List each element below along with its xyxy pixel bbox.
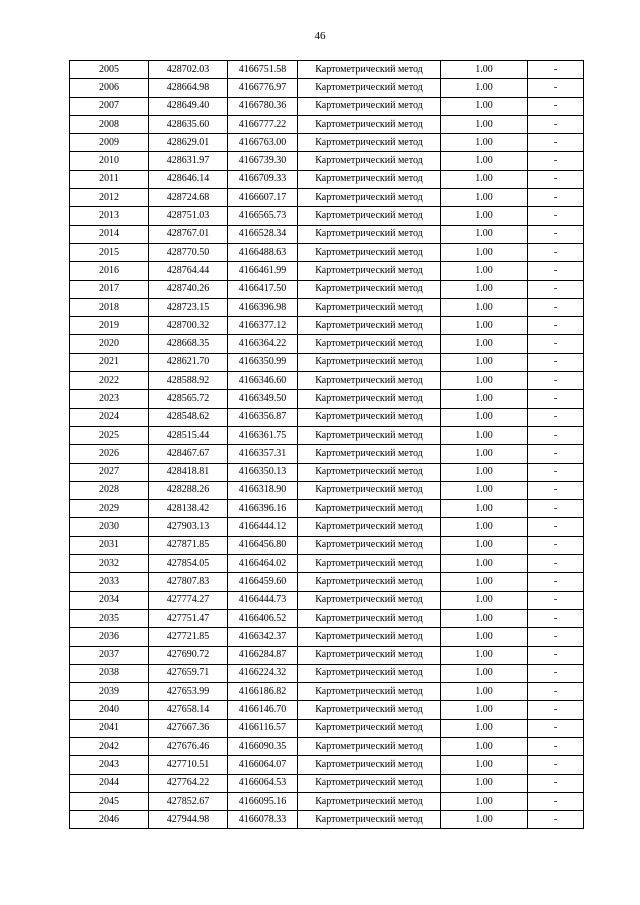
point-number-cell: 2034 (70, 591, 149, 609)
accuracy-cell: 1.00 (441, 555, 528, 573)
description-cell: - (528, 61, 584, 79)
description-cell: - (528, 280, 584, 298)
table-row (70, 79, 584, 97)
table-row (70, 170, 584, 188)
method-cell: Картометрический метод (298, 518, 441, 536)
coordinates-table (69, 60, 584, 829)
x-coordinate-cell: 428770.50 (149, 243, 228, 261)
point-number-cell: 2012 (70, 189, 149, 207)
point-number-cell: 2029 (70, 500, 149, 518)
y-coordinate-cell: 4166444.12 (228, 518, 298, 536)
description-cell: - (528, 225, 584, 243)
table-row (70, 445, 584, 463)
point-number-cell: 2006 (70, 79, 149, 97)
method-cell: Картометрический метод (298, 115, 441, 133)
x-coordinate-cell: 427721.85 (149, 628, 228, 646)
point-number-cell: 2020 (70, 335, 149, 353)
point-number-cell: 2040 (70, 701, 149, 719)
method-cell: Картометрический метод (298, 555, 441, 573)
point-number-cell: 2026 (70, 445, 149, 463)
method-cell: Картометрический метод (298, 426, 441, 444)
accuracy-cell: 1.00 (441, 408, 528, 426)
method-cell: Картометрический метод (298, 97, 441, 115)
accuracy-cell: 1.00 (441, 207, 528, 225)
method-cell: Картометрический метод (298, 536, 441, 554)
y-coordinate-cell: 4166528.34 (228, 225, 298, 243)
table-row (70, 774, 584, 792)
x-coordinate-cell: 427690.72 (149, 646, 228, 664)
y-coordinate-cell: 4166607.17 (228, 189, 298, 207)
accuracy-cell: 1.00 (441, 115, 528, 133)
description-cell: - (528, 335, 584, 353)
x-coordinate-cell: 427807.83 (149, 573, 228, 591)
table-row (70, 280, 584, 298)
description-cell: - (528, 591, 584, 609)
point-number-cell: 2027 (70, 463, 149, 481)
description-cell: - (528, 518, 584, 536)
accuracy-cell: 1.00 (441, 298, 528, 316)
point-number-cell: 2005 (70, 61, 149, 79)
method-cell: Картометрический метод (298, 609, 441, 627)
x-coordinate-cell: 428740.26 (149, 280, 228, 298)
table-row (70, 518, 584, 536)
table-row (70, 115, 584, 133)
table-row (70, 555, 584, 573)
method-cell: Картометрический метод (298, 591, 441, 609)
method-cell: Картометрический метод (298, 353, 441, 371)
description-cell: - (528, 317, 584, 335)
y-coordinate-cell: 4166342.37 (228, 628, 298, 646)
table-row (70, 536, 584, 554)
description-cell: - (528, 463, 584, 481)
accuracy-cell: 1.00 (441, 481, 528, 499)
accuracy-cell: 1.00 (441, 426, 528, 444)
accuracy-cell: 1.00 (441, 811, 528, 829)
table-row (70, 298, 584, 316)
method-cell: Картометрический метод (298, 170, 441, 188)
table-row (70, 61, 584, 79)
description-cell: - (528, 536, 584, 554)
x-coordinate-cell: 428548.62 (149, 408, 228, 426)
point-number-cell: 2017 (70, 280, 149, 298)
description-cell: - (528, 152, 584, 170)
y-coordinate-cell: 4166318.90 (228, 481, 298, 499)
point-number-cell: 2015 (70, 243, 149, 261)
accuracy-cell: 1.00 (441, 317, 528, 335)
y-coordinate-cell: 4166396.16 (228, 500, 298, 518)
page-number: 46 (314, 30, 326, 42)
x-coordinate-cell: 428635.60 (149, 115, 228, 133)
y-coordinate-cell: 4166357.31 (228, 445, 298, 463)
x-coordinate-cell: 428646.14 (149, 170, 228, 188)
x-coordinate-cell: 427653.99 (149, 683, 228, 701)
method-cell: Картометрический метод (298, 664, 441, 682)
x-coordinate-cell: 428588.92 (149, 372, 228, 390)
y-coordinate-cell: 4166459.60 (228, 573, 298, 591)
table-row (70, 683, 584, 701)
point-number-cell: 2028 (70, 481, 149, 499)
x-coordinate-cell: 427903.13 (149, 518, 228, 536)
description-cell: - (528, 79, 584, 97)
y-coordinate-cell: 4166709.33 (228, 170, 298, 188)
accuracy-cell: 1.00 (441, 646, 528, 664)
accuracy-cell: 1.00 (441, 609, 528, 627)
point-number-cell: 2045 (70, 792, 149, 810)
accuracy-cell: 1.00 (441, 628, 528, 646)
table-row (70, 591, 584, 609)
accuracy-cell: 1.00 (441, 737, 528, 755)
accuracy-cell: 1.00 (441, 591, 528, 609)
point-number-cell: 2009 (70, 134, 149, 152)
table-row (70, 335, 584, 353)
method-cell: Картометрический метод (298, 317, 441, 335)
accuracy-cell: 1.00 (441, 335, 528, 353)
method-cell: Картометрический метод (298, 445, 441, 463)
x-coordinate-cell: 428723.15 (149, 298, 228, 316)
method-cell: Картометрический метод (298, 152, 441, 170)
x-coordinate-cell: 428664.98 (149, 79, 228, 97)
x-coordinate-cell: 428631.97 (149, 152, 228, 170)
description-cell: - (528, 573, 584, 591)
description-cell: - (528, 683, 584, 701)
method-cell: Картометрический метод (298, 737, 441, 755)
accuracy-cell: 1.00 (441, 664, 528, 682)
description-cell: - (528, 97, 584, 115)
x-coordinate-cell: 428621.70 (149, 353, 228, 371)
table-row (70, 573, 584, 591)
table-row (70, 609, 584, 627)
accuracy-cell: 1.00 (441, 262, 528, 280)
y-coordinate-cell: 4166406.52 (228, 609, 298, 627)
method-cell: Картометрический метод (298, 628, 441, 646)
description-cell: - (528, 426, 584, 444)
accuracy-cell: 1.00 (441, 500, 528, 518)
point-number-cell: 2011 (70, 170, 149, 188)
accuracy-cell: 1.00 (441, 353, 528, 371)
accuracy-cell: 1.00 (441, 445, 528, 463)
y-coordinate-cell: 4166116.57 (228, 719, 298, 737)
y-coordinate-cell: 4166361.75 (228, 426, 298, 444)
x-coordinate-cell: 428751.03 (149, 207, 228, 225)
x-coordinate-cell: 427854.05 (149, 555, 228, 573)
table-row (70, 225, 584, 243)
x-coordinate-cell: 428724.68 (149, 189, 228, 207)
y-coordinate-cell: 4166284.87 (228, 646, 298, 664)
point-number-cell: 2021 (70, 353, 149, 371)
x-coordinate-cell: 427764.22 (149, 774, 228, 792)
y-coordinate-cell: 4166350.99 (228, 353, 298, 371)
y-coordinate-cell: 4166377.12 (228, 317, 298, 335)
point-number-cell: 2043 (70, 756, 149, 774)
x-coordinate-cell: 427676.46 (149, 737, 228, 755)
description-cell: - (528, 408, 584, 426)
description-cell: - (528, 756, 584, 774)
point-number-cell: 2025 (70, 426, 149, 444)
y-coordinate-cell: 4166777.22 (228, 115, 298, 133)
table-row (70, 243, 584, 261)
table-row (70, 353, 584, 371)
method-cell: Картометрический метод (298, 61, 441, 79)
accuracy-cell: 1.00 (441, 536, 528, 554)
description-cell: - (528, 500, 584, 518)
method-cell: Картометрический метод (298, 408, 441, 426)
y-coordinate-cell: 4166417.50 (228, 280, 298, 298)
accuracy-cell: 1.00 (441, 79, 528, 97)
point-number-cell: 2018 (70, 298, 149, 316)
y-coordinate-cell: 4166146.70 (228, 701, 298, 719)
x-coordinate-cell: 428467.67 (149, 445, 228, 463)
accuracy-cell: 1.00 (441, 134, 528, 152)
method-cell: Картометрический метод (298, 463, 441, 481)
point-number-cell: 2036 (70, 628, 149, 646)
method-cell: Картометрический метод (298, 719, 441, 737)
y-coordinate-cell: 4166064.53 (228, 774, 298, 792)
accuracy-cell: 1.00 (441, 683, 528, 701)
table-row (70, 97, 584, 115)
method-cell: Картометрический метод (298, 573, 441, 591)
y-coordinate-cell: 4166064.07 (228, 756, 298, 774)
table-row (70, 207, 584, 225)
x-coordinate-cell: 428767.01 (149, 225, 228, 243)
table-row (70, 646, 584, 664)
description-cell: - (528, 701, 584, 719)
accuracy-cell: 1.00 (441, 756, 528, 774)
description-cell: - (528, 353, 584, 371)
x-coordinate-cell: 428565.72 (149, 390, 228, 408)
method-cell: Картометрический метод (298, 792, 441, 810)
x-coordinate-cell: 427871.85 (149, 536, 228, 554)
y-coordinate-cell: 4166739.30 (228, 152, 298, 170)
accuracy-cell: 1.00 (441, 225, 528, 243)
table-row (70, 317, 584, 335)
description-cell: - (528, 134, 584, 152)
x-coordinate-cell: 427710.51 (149, 756, 228, 774)
description-cell: - (528, 243, 584, 261)
method-cell: Картометрический метод (298, 811, 441, 829)
x-coordinate-cell: 428702.03 (149, 61, 228, 79)
table-row (70, 756, 584, 774)
table-row (70, 262, 584, 280)
x-coordinate-cell: 428418.81 (149, 463, 228, 481)
method-cell: Картометрический метод (298, 225, 441, 243)
table-row (70, 481, 584, 499)
coordinates-table-body (70, 61, 584, 829)
y-coordinate-cell: 4166456.80 (228, 536, 298, 554)
point-number-cell: 2013 (70, 207, 149, 225)
point-number-cell: 2007 (70, 97, 149, 115)
accuracy-cell: 1.00 (441, 463, 528, 481)
method-cell: Картометрический метод (298, 774, 441, 792)
y-coordinate-cell: 4166776.97 (228, 79, 298, 97)
y-coordinate-cell: 4166349.50 (228, 390, 298, 408)
table-row (70, 664, 584, 682)
point-number-cell: 2046 (70, 811, 149, 829)
x-coordinate-cell: 427751.47 (149, 609, 228, 627)
accuracy-cell: 1.00 (441, 573, 528, 591)
table-row (70, 811, 584, 829)
point-number-cell: 2024 (70, 408, 149, 426)
y-coordinate-cell: 4166464.02 (228, 555, 298, 573)
description-cell: - (528, 298, 584, 316)
description-cell: - (528, 207, 584, 225)
y-coordinate-cell: 4166396.98 (228, 298, 298, 316)
table-row (70, 628, 584, 646)
description-cell: - (528, 664, 584, 682)
method-cell: Картометрический метод (298, 280, 441, 298)
method-cell: Картометрический метод (298, 207, 441, 225)
table-row (70, 701, 584, 719)
accuracy-cell: 1.00 (441, 792, 528, 810)
accuracy-cell: 1.00 (441, 719, 528, 737)
y-coordinate-cell: 4166488.63 (228, 243, 298, 261)
accuracy-cell: 1.00 (441, 152, 528, 170)
description-cell: - (528, 792, 584, 810)
point-number-cell: 2014 (70, 225, 149, 243)
point-number-cell: 2032 (70, 555, 149, 573)
table-row (70, 408, 584, 426)
method-cell: Картометрический метод (298, 134, 441, 152)
method-cell: Картометрический метод (298, 262, 441, 280)
table-row (70, 737, 584, 755)
table-row (70, 792, 584, 810)
point-number-cell: 2038 (70, 664, 149, 682)
y-coordinate-cell: 4166346.60 (228, 372, 298, 390)
x-coordinate-cell: 428515.44 (149, 426, 228, 444)
y-coordinate-cell: 4166565.73 (228, 207, 298, 225)
description-cell: - (528, 628, 584, 646)
accuracy-cell: 1.00 (441, 243, 528, 261)
y-coordinate-cell: 4166751.58 (228, 61, 298, 79)
x-coordinate-cell: 427659.71 (149, 664, 228, 682)
table-row (70, 189, 584, 207)
point-number-cell: 2016 (70, 262, 149, 280)
y-coordinate-cell: 4166780.36 (228, 97, 298, 115)
point-number-cell: 2044 (70, 774, 149, 792)
table-row (70, 463, 584, 481)
table-row (70, 719, 584, 737)
point-number-cell: 2033 (70, 573, 149, 591)
description-cell: - (528, 555, 584, 573)
accuracy-cell: 1.00 (441, 774, 528, 792)
y-coordinate-cell: 4166186.82 (228, 683, 298, 701)
accuracy-cell: 1.00 (441, 372, 528, 390)
method-cell: Картометрический метод (298, 372, 441, 390)
point-number-cell: 2041 (70, 719, 149, 737)
accuracy-cell: 1.00 (441, 189, 528, 207)
y-coordinate-cell: 4166078.33 (228, 811, 298, 829)
method-cell: Картометрический метод (298, 298, 441, 316)
y-coordinate-cell: 4166095.16 (228, 792, 298, 810)
table-row (70, 426, 584, 444)
description-cell: - (528, 719, 584, 737)
point-number-cell: 2042 (70, 737, 149, 755)
y-coordinate-cell: 4166763.00 (228, 134, 298, 152)
point-number-cell: 2023 (70, 390, 149, 408)
description-cell: - (528, 390, 584, 408)
method-cell: Картометрический метод (298, 243, 441, 261)
y-coordinate-cell: 4166461.99 (228, 262, 298, 280)
x-coordinate-cell: 427852.67 (149, 792, 228, 810)
table-row (70, 134, 584, 152)
x-coordinate-cell: 428700.32 (149, 317, 228, 335)
x-coordinate-cell: 427774.27 (149, 591, 228, 609)
x-coordinate-cell: 428668.35 (149, 335, 228, 353)
accuracy-cell: 1.00 (441, 170, 528, 188)
point-number-cell: 2037 (70, 646, 149, 664)
table-row (70, 500, 584, 518)
accuracy-cell: 1.00 (441, 518, 528, 536)
method-cell: Картометрический метод (298, 189, 441, 207)
y-coordinate-cell: 4166364.22 (228, 335, 298, 353)
description-cell: - (528, 774, 584, 792)
point-number-cell: 2019 (70, 317, 149, 335)
x-coordinate-cell: 427667.36 (149, 719, 228, 737)
point-number-cell: 2010 (70, 152, 149, 170)
x-coordinate-cell: 428649.40 (149, 97, 228, 115)
x-coordinate-cell: 428288.26 (149, 481, 228, 499)
method-cell: Картометрический метод (298, 481, 441, 499)
point-number-cell: 2030 (70, 518, 149, 536)
accuracy-cell: 1.00 (441, 390, 528, 408)
y-coordinate-cell: 4166444.73 (228, 591, 298, 609)
point-number-cell: 2022 (70, 372, 149, 390)
method-cell: Картометрический метод (298, 79, 441, 97)
description-cell: - (528, 170, 584, 188)
x-coordinate-cell: 428138.42 (149, 500, 228, 518)
method-cell: Картометрический метод (298, 390, 441, 408)
accuracy-cell: 1.00 (441, 701, 528, 719)
point-number-cell: 2008 (70, 115, 149, 133)
description-cell: - (528, 262, 584, 280)
description-cell: - (528, 115, 584, 133)
accuracy-cell: 1.00 (441, 280, 528, 298)
y-coordinate-cell: 4166356.87 (228, 408, 298, 426)
table-row (70, 390, 584, 408)
x-coordinate-cell: 428629.01 (149, 134, 228, 152)
accuracy-cell: 1.00 (441, 61, 528, 79)
description-cell: - (528, 189, 584, 207)
method-cell: Картометрический метод (298, 756, 441, 774)
description-cell: - (528, 609, 584, 627)
x-coordinate-cell: 427944.98 (149, 811, 228, 829)
method-cell: Картометрический метод (298, 701, 441, 719)
description-cell: - (528, 372, 584, 390)
y-coordinate-cell: 4166090.35 (228, 737, 298, 755)
y-coordinate-cell: 4166350.13 (228, 463, 298, 481)
method-cell: Картометрический метод (298, 646, 441, 664)
table-row (70, 152, 584, 170)
method-cell: Картометрический метод (298, 335, 441, 353)
method-cell: Картометрический метод (298, 683, 441, 701)
table-row (70, 372, 584, 390)
point-number-cell: 2035 (70, 609, 149, 627)
accuracy-cell: 1.00 (441, 97, 528, 115)
description-cell: - (528, 481, 584, 499)
description-cell: - (528, 445, 584, 463)
description-cell: - (528, 737, 584, 755)
description-cell: - (528, 646, 584, 664)
x-coordinate-cell: 428764.44 (149, 262, 228, 280)
y-coordinate-cell: 4166224.32 (228, 664, 298, 682)
x-coordinate-cell: 427658.14 (149, 701, 228, 719)
point-number-cell: 2039 (70, 683, 149, 701)
point-number-cell: 2031 (70, 536, 149, 554)
method-cell: Картометрический метод (298, 500, 441, 518)
description-cell: - (528, 811, 584, 829)
